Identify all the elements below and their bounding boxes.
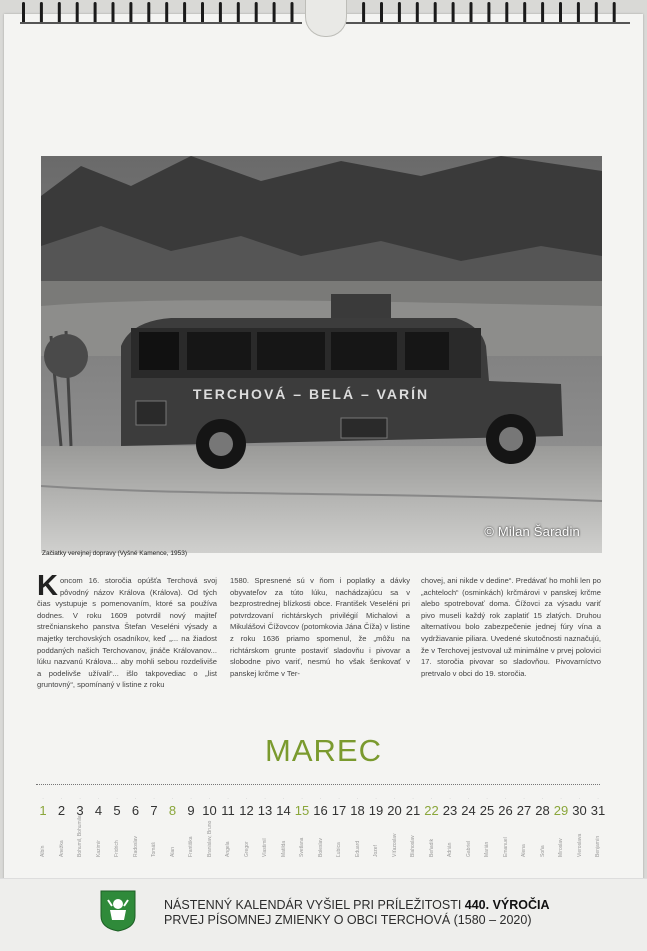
month-title: MAREC [265, 733, 382, 768]
day-cell [367, 796, 385, 857]
day-cell [90, 796, 108, 857]
day-cell [238, 796, 256, 857]
day-number: 18 [350, 803, 365, 818]
weekday-mark: · [467, 796, 470, 801]
footer-line-1: NÁSTENNÝ KALENDÁR VYŠIEL PRI PRÍLEŽITOSTI [164, 898, 465, 912]
day-cell [293, 796, 311, 857]
weekday-mark: · [245, 796, 248, 801]
day-number: 25 [479, 803, 495, 818]
day-number: 21 [405, 803, 421, 818]
weekday-mark: · [134, 796, 137, 801]
day-cell [108, 796, 126, 857]
day-number: 2 [57, 803, 66, 818]
day-cell [404, 796, 422, 857]
day-number: 1 [39, 803, 47, 818]
day-cell [219, 796, 237, 857]
weekday-mark: · [356, 796, 359, 801]
weekday-mark: · [97, 796, 100, 801]
coat-of-arms-icon [100, 890, 136, 932]
name-day: Alena [521, 844, 527, 857]
name-day: Vieroslava [576, 833, 583, 857]
weekday-mark: · [301, 796, 303, 801]
name-day: Ľubica [336, 842, 342, 857]
day-cell [127, 796, 145, 857]
name-day: Anežka [58, 840, 65, 857]
day-number: 31 [590, 803, 606, 818]
day-cell [460, 796, 478, 857]
name-day: Gabriel [465, 840, 472, 857]
day-cell [164, 796, 182, 857]
day-cell [589, 796, 607, 857]
name-day: Svetlana [299, 837, 305, 857]
name-day: Boleslav [317, 838, 324, 857]
day-cell [312, 796, 330, 857]
dotted-divider [36, 784, 600, 785]
day-number: 19 [368, 803, 384, 818]
day-cell [497, 796, 515, 857]
day-cell [256, 796, 274, 857]
name-day: Alan [169, 846, 176, 857]
name-day: Bohumil, Bohumila [77, 815, 83, 857]
name-day: Blahoslav [410, 835, 416, 857]
name-day: Tomáš [151, 842, 157, 857]
weekday-mark: · [60, 796, 63, 801]
day-number: 14 [276, 803, 291, 818]
day-number: 13 [257, 803, 273, 818]
name-day: Soňa [539, 845, 546, 857]
name-day: Branislav, Bruno [206, 820, 213, 857]
name-day: Františka [188, 836, 194, 857]
weekday-mark: · [375, 796, 377, 801]
name-day: Emanuel [502, 837, 509, 857]
weekday-mark: · [523, 796, 525, 801]
weekday-mark: · [282, 796, 285, 801]
day-cell [201, 796, 219, 857]
hanger-hole [305, 0, 347, 37]
weekday-mark: · [42, 796, 44, 801]
bus-destination-sign: TERCHOVÁ – BELÁ – VARÍN [192, 386, 430, 402]
drop-cap: K [37, 570, 58, 602]
day-number: 26 [498, 803, 513, 818]
day-strip [34, 796, 604, 866]
article-text-1: oncom 16. storočia opúšťa Terchová svoj pôvodný názov Králova (Králova). Od tých čias vystupuje s pomenovaním, ktoré sa používa dodnes. V roku 1609 potvrdil nový majiteľ strečnianskeho panstva Štefan Veseléni výsady a majetky terchovských osadníkov, keď „... na žiadost poddaných našich Terchovanov, jináče Královanov... lúku nazvanú Králova... aby mohli sebou rozdeliviše a podelivše užívali“... išlo takpovediac o „list gruntovný“, spomínaný v listine z roku [37, 576, 217, 690]
day-number: 7 [150, 803, 158, 818]
name-day: Benjamín [595, 835, 601, 857]
name-day: Víťazoslav [391, 833, 398, 857]
day-number: 23 [442, 803, 458, 818]
name-day: Vlastimil [262, 838, 268, 857]
weekday-mark: · [486, 796, 488, 801]
name-day: Marián [484, 841, 490, 857]
day-number: 27 [516, 803, 532, 818]
weekday-mark: · [393, 796, 396, 801]
day-number: 28 [535, 803, 550, 818]
day-cell [423, 796, 441, 857]
day-number: 6 [131, 803, 140, 818]
day-number: 17 [331, 803, 347, 818]
day-cell [349, 796, 367, 857]
weekday-mark: · [597, 796, 599, 801]
day-cell [34, 796, 52, 857]
day-number: 16 [313, 803, 328, 818]
weekday-mark: · [319, 796, 322, 801]
weekday-mark: · [208, 796, 211, 801]
day-cell [515, 796, 533, 857]
name-day: Miroslav [558, 838, 564, 857]
day-cell [571, 796, 589, 857]
photo-copyright: © Milan Šaradin [484, 524, 580, 539]
day-cell [441, 796, 459, 857]
day-number: 5 [113, 803, 121, 818]
weekday-mark: · [412, 796, 414, 801]
weekday-mark: · [578, 796, 581, 801]
day-number: 22 [424, 803, 439, 818]
day-number: 4 [94, 803, 103, 818]
day-cell [182, 796, 200, 857]
weekday-mark: · [449, 796, 451, 801]
day-cell [71, 796, 89, 857]
weekday-mark: · [338, 796, 340, 801]
weekday-mark: · [153, 796, 155, 801]
name-day: Jozef [373, 845, 379, 857]
photo-caption: Začiatky verejnej dopravy (Vyšné Kamence, 1953) [42, 550, 187, 557]
name-day: Fridrich [114, 840, 120, 857]
weekday-mark: · [264, 796, 266, 801]
weekday-mark: · [190, 796, 192, 801]
day-number: 11 [221, 803, 235, 818]
name-day: Radoslav [132, 836, 139, 857]
article-column-3: chovej, ani nikde v dedine“. Predávať ho mohli len po „achteloch“ (osminkách) krčmárovi v panskej krčme alebo spotrebovať doma. Čížovci za výsadu variť pivo museli každý rok zaplatiť 15 zlatých. Druhou alternatívou bolo zabezpečenie jednej fúry vína a vydržiavanie piliara. Uvedené skutočnosti naznačujú, že v Terchovej jestvoval už minimálne v prvej polovici 17. storočia pivovar so sladovňou. Pivovarníctvo pretrvalo v obci do 19. storočia. [421, 576, 601, 678]
footer-text [164, 898, 550, 928]
weekday-mark: · [171, 796, 174, 801]
day-cell [552, 796, 570, 857]
weekday-mark: · [227, 796, 229, 801]
day-number: 15 [294, 803, 310, 818]
day-number: 29 [553, 803, 569, 818]
day-cell [386, 796, 404, 857]
weekday-mark: · [430, 796, 433, 801]
day-number: 8 [168, 803, 177, 818]
name-day: Matilda [280, 840, 287, 857]
name-day: Eduard [354, 840, 361, 857]
day-number: 20 [387, 803, 402, 818]
article-column-2: 1580. Spresnené sú v ňom i poplatky a dávky obyvateľov za túto lúku, nachádzajúcu sa v bezprostrednej blízkosti obce. František Veseléni pri potvrdzovaní richtárskych privilégií Michalovi a Mikulášovi Čížovcov (potomkovia Jána Číža) v listine z roku 1636 priamo spomenul, že „môžu na richtárskom grunte postaviť sladovňu i pivovar a slobodne pivo variť, nesmú ho však šenkovať v panskej krčme v Ter- [230, 576, 410, 678]
footer-line-2: PRVEJ PÍSOMNEJ ZMIENKY O OBCI TERCHOVÁ (1580 – 2020) [164, 913, 532, 927]
day-cell [275, 796, 293, 857]
weekday-mark: · [541, 796, 544, 801]
weekday-mark: · [116, 796, 118, 801]
day-cell [330, 796, 348, 857]
name-day: Gregor [243, 841, 250, 857]
footer-anniversary: 440. VÝROČIA [464, 898, 550, 912]
day-number: 3 [76, 803, 84, 818]
day-cell [145, 796, 163, 857]
name-day: Angela [225, 841, 231, 857]
day-number: 24 [461, 803, 476, 818]
historic-bus-photo [41, 156, 602, 553]
day-number: 30 [572, 803, 587, 818]
name-day: Beňadik [428, 838, 435, 857]
weekday-mark: · [79, 796, 81, 801]
day-number: 10 [202, 803, 217, 818]
name-day: Adrián [447, 842, 453, 857]
day-cell [534, 796, 552, 857]
name-day: Albín [40, 845, 46, 857]
article-column-1 [37, 570, 217, 691]
weekday-mark: · [504, 796, 507, 801]
day-cell [478, 796, 496, 857]
name-day: Kazimír [95, 840, 102, 857]
weekday-mark: · [560, 796, 562, 801]
day-cell [53, 796, 71, 857]
day-number: 12 [239, 803, 254, 818]
day-number: 9 [187, 803, 195, 818]
